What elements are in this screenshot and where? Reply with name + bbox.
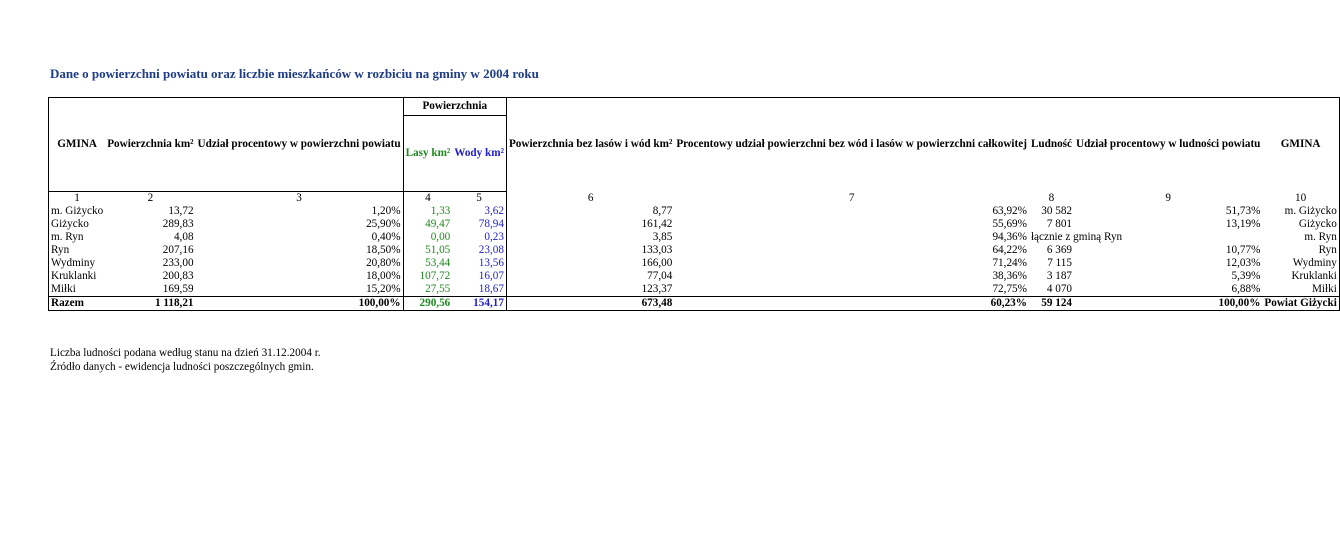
row-pow: 289,83 <box>162 218 194 230</box>
row-udzial: 20,80% <box>196 257 404 270</box>
row-lud: 7 801 <box>1046 218 1072 230</box>
row-proc: 71,24% <box>992 257 1027 269</box>
row-bez: 77,04 <box>647 270 673 282</box>
header-lasy: Lasy km² <box>403 116 452 192</box>
header-powierzchnia: Powierzchnia km² <box>105 98 195 192</box>
row-gmina: m. Ryn <box>49 231 106 244</box>
data-table <box>48 97 1340 311</box>
header-udzial-ludnosci: Udział procentowy w ludności powiatu <box>1074 98 1262 192</box>
row-gmina: Miłki <box>49 283 106 297</box>
total-gmina: Razem <box>49 297 106 311</box>
row-udzl: 12,03% <box>1225 257 1261 269</box>
row-lud: 7 115 <box>1047 257 1072 269</box>
row-wody: 23,08 <box>452 244 506 257</box>
note-population-date: Liczba ludności podana według stanu na dzień 31.12.2004 r. <box>50 347 321 359</box>
total-wody: 154,17 <box>452 297 506 311</box>
row-bez: 3,85 <box>652 231 673 243</box>
row-gmina: Ryn <box>49 244 106 257</box>
row-lasy: 0,00 <box>430 231 451 243</box>
row-lud: łącznie z gminą Ryn <box>1030 231 1123 243</box>
row-proc: 55,69% <box>992 218 1027 230</box>
col-number: 1 <box>49 192 106 206</box>
col-number: 10 <box>1262 192 1339 206</box>
header-wody: Wody km² <box>452 116 506 192</box>
row-pow: 207,16 <box>162 244 194 256</box>
row-bez: 8,77 <box>652 205 673 217</box>
row-udzl: 51,73% <box>1225 205 1261 217</box>
note-source: Źródło danych - ewidencja ludności poszczególnych gmin. <box>50 361 314 373</box>
table-row <box>49 257 1340 270</box>
total-lud: 59 124 <box>1029 297 1074 311</box>
header-udzial: Udział procentowy w powierzchni powiatu <box>196 98 404 192</box>
row-bez: 133,03 <box>641 244 673 256</box>
col-number: 2 <box>147 192 154 204</box>
row-gmina: Giżycko <box>49 218 106 231</box>
row-gmina-right: Kruklanki <box>1262 270 1339 283</box>
header-gmina-right: GMINA <box>1262 98 1339 192</box>
row-gmina-right: Giżycko <box>1262 218 1339 231</box>
col-number: 5 <box>452 192 506 206</box>
row-gmina-right: m. Ryn <box>1262 231 1339 244</box>
col-number: 3 <box>196 192 404 206</box>
row-lasy: 27,55 <box>425 283 451 295</box>
row-lud: 6 369 <box>1046 244 1072 256</box>
row-gmina: Wydminy <box>49 257 106 270</box>
row-wody: 0,23 <box>452 231 506 244</box>
row-udzial: 1,20% <box>196 205 404 218</box>
total-bez: 673,48 <box>506 297 674 311</box>
row-pow: 169,59 <box>162 283 194 295</box>
row-wody: 3,62 <box>452 205 506 218</box>
row-gmina-right: Miłki <box>1262 283 1339 297</box>
row-proc: 72,75% <box>992 283 1027 295</box>
header-bez-lasow: Powierzchnia bez lasów i wód km² <box>506 98 674 192</box>
row-pow: 233,00 <box>162 257 194 269</box>
row-pow: 13,72 <box>168 205 194 217</box>
row-udzl: 6,88% <box>1231 283 1261 295</box>
row-lasy: 51,05 <box>425 244 451 256</box>
col-number: 6 <box>587 191 594 204</box>
total-lasy: 290,56 <box>403 297 452 311</box>
row-lud: 4 070 <box>1046 283 1072 295</box>
row-udzial: 18,50% <box>196 244 404 257</box>
row-udzial: 15,20% <box>196 283 404 297</box>
table-row <box>49 205 1340 218</box>
row-lasy: 107,72 <box>419 270 451 282</box>
row-gmina-right: Ryn <box>1262 244 1339 257</box>
row-gmina: Kruklanki <box>49 270 106 283</box>
row-pow: 200,83 <box>162 270 194 282</box>
row-wody: 18,67 <box>452 283 506 297</box>
column-numbers-row <box>49 192 1340 206</box>
row-udzial: 18,00% <box>196 270 404 283</box>
row-gmina-right: Wydminy <box>1262 257 1339 270</box>
total-row <box>49 297 1340 311</box>
row-lasy: 1,33 <box>430 205 451 217</box>
row-gmina: m. Giżycko <box>49 205 106 218</box>
col-number: 8 <box>1048 191 1055 204</box>
total-udzial: 100,00% <box>196 297 404 311</box>
table-row <box>49 283 1340 297</box>
notes <box>50 346 321 374</box>
row-lasy: 49,47 <box>425 218 451 230</box>
header-procentowy: Procentowy udział powierzchni bez wód i lasów w powierzchni całkowitej <box>674 98 1029 192</box>
total-pow: 1 118,21 <box>105 297 195 311</box>
header-gmina: GMINA <box>49 98 106 192</box>
col-number: 9 <box>1165 191 1171 204</box>
row-udzl: 5,39% <box>1231 270 1261 282</box>
row-proc: 38,36% <box>992 270 1027 282</box>
total-proc: 60,23% <box>674 297 1029 311</box>
row-udzial: 25,90% <box>196 218 404 231</box>
row-gmina-right: m. Giżycko <box>1262 205 1339 218</box>
header-ludnosc: Ludność <box>1029 98 1074 192</box>
table-row <box>49 231 1340 244</box>
row-pow: 4,08 <box>173 231 194 243</box>
row-wody: 13,56 <box>452 257 506 270</box>
row-bez: 166,00 <box>641 257 673 269</box>
row-udzial: 0,40% <box>196 231 404 244</box>
col-number: 7 <box>848 191 855 204</box>
row-udzl: 13,19% <box>1225 218 1261 230</box>
col-number: 4 <box>425 192 431 204</box>
table-row <box>49 270 1340 283</box>
row-proc: 94,36% <box>992 231 1027 243</box>
row-bez: 123,37 <box>641 283 673 295</box>
row-udzl: 10,77% <box>1225 244 1261 256</box>
table-row <box>49 218 1340 231</box>
page-title: Dane o powierzchni powiatu oraz liczbie mieszkańców w rozbiciu na gminy w 2004 roku <box>50 66 539 81</box>
row-wody: 16,07 <box>452 270 506 283</box>
row-bez: 161,42 <box>641 218 673 230</box>
row-lasy: 53,44 <box>425 257 451 269</box>
row-lud: 30 582 <box>1041 205 1072 217</box>
row-wody: 78,94 <box>452 218 506 231</box>
row-proc: 63,92% <box>992 205 1027 217</box>
table-row <box>49 244 1340 257</box>
total-gmina-right: Powiat Giżycki <box>1262 297 1339 311</box>
header-powierzchnia-group: Powierzchnia <box>403 98 506 116</box>
row-lud: 3 187 <box>1046 270 1072 282</box>
row-proc: 64,22% <box>992 244 1027 256</box>
total-udzl: 100,00% <box>1074 297 1262 311</box>
